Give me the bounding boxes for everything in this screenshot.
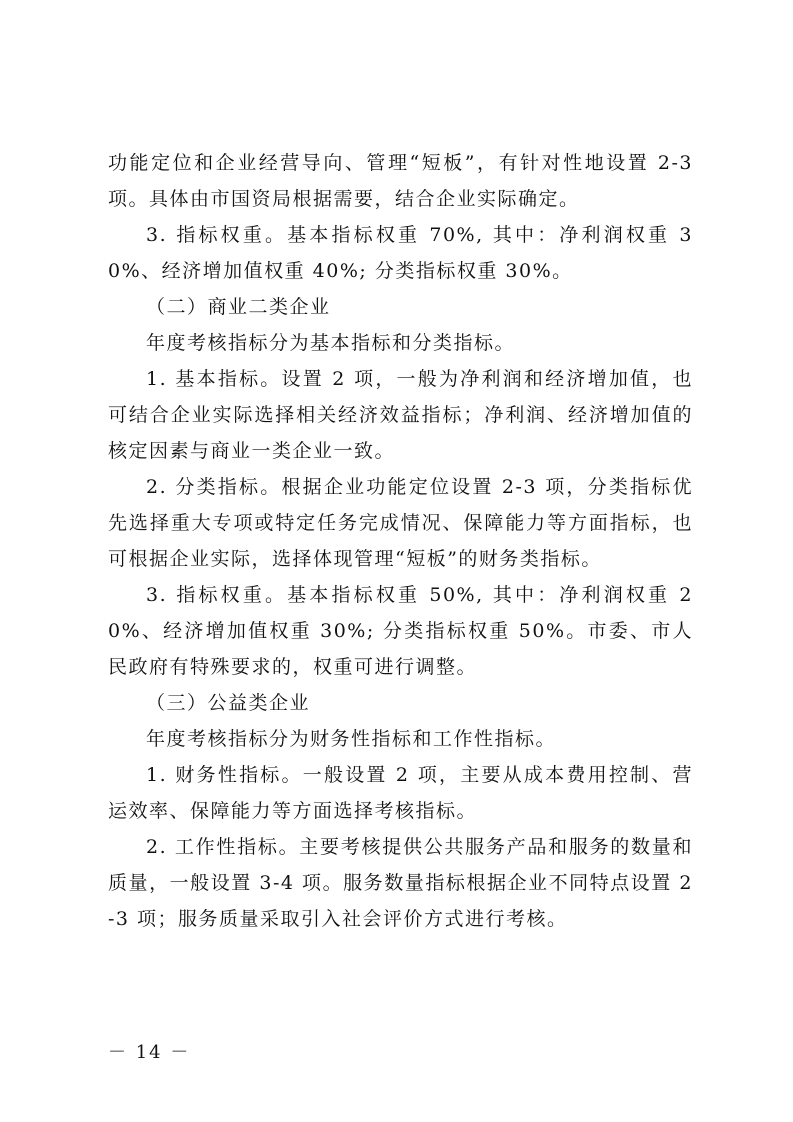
paragraph-basic-indicators: 1. 基本指标。设置 2 项，一般为净利润和经济增加值，也可结合企业实际选择相关经济效益指标；净利润、经济增加值的核定因素与商业一类企业一致。 [108, 368, 693, 462]
paragraph-intro-2: 年度考核指标分为基本指标和分类指标。 [146, 332, 516, 354]
paragraph-continued: 功能定位和企业经营导向、管理“短板”，有针对性地设置 2-3 项。具体由市国资局根据需要，结合企业实际确定。 [108, 152, 693, 210]
paragraph-work-indicators: 2. 工作性指标。主要考核提供公共服务产品和服务的数量和 质量，一般设置 3-4 项。服务数量指标根据企业不同特点设置 2-3 项；服务质量采取引入社会评价方式进行考核。 [108, 836, 693, 930]
section-heading-3: （三）公益类企业 [146, 692, 311, 714]
paragraph-financial-indicators: 1. 财务性指标。一般设置 2 项，主要从成本费用控制、营运效率、保障能力等方面选择考核指标。 [108, 764, 693, 822]
paragraph-weight-1: 3. 指标权重。基本指标权重 70%, 其中：净利润权重 30%、经济增加值权重 40%; 分类指标权重 30%。 [108, 224, 693, 282]
section-heading-2: （二）商业二类企业 [146, 296, 331, 318]
page-number: － 14 － [108, 1042, 191, 1063]
paragraph-weight-2: 3. 指标权重。基本指标权重 50%, 其中：净利润权重 20%、经济增加值权重 30%; 分类指标权重 50%。市委、市人民政府有特殊要求的，权重可进行调整。 [108, 584, 693, 678]
paragraph-intro-3: 年度考核指标分为财务性指标和工作性指标。 [146, 728, 557, 750]
document-body [108, 145, 693, 937]
paragraph-category-indicators: 2. 分类指标。根据企业功能定位设置 2-3 项，分类指标优先选择重大专项或特定任务完成情况、保障能力等方面指标，也可根据企业实际，选择体现管理“短板”的财务类指标。 [108, 476, 693, 570]
